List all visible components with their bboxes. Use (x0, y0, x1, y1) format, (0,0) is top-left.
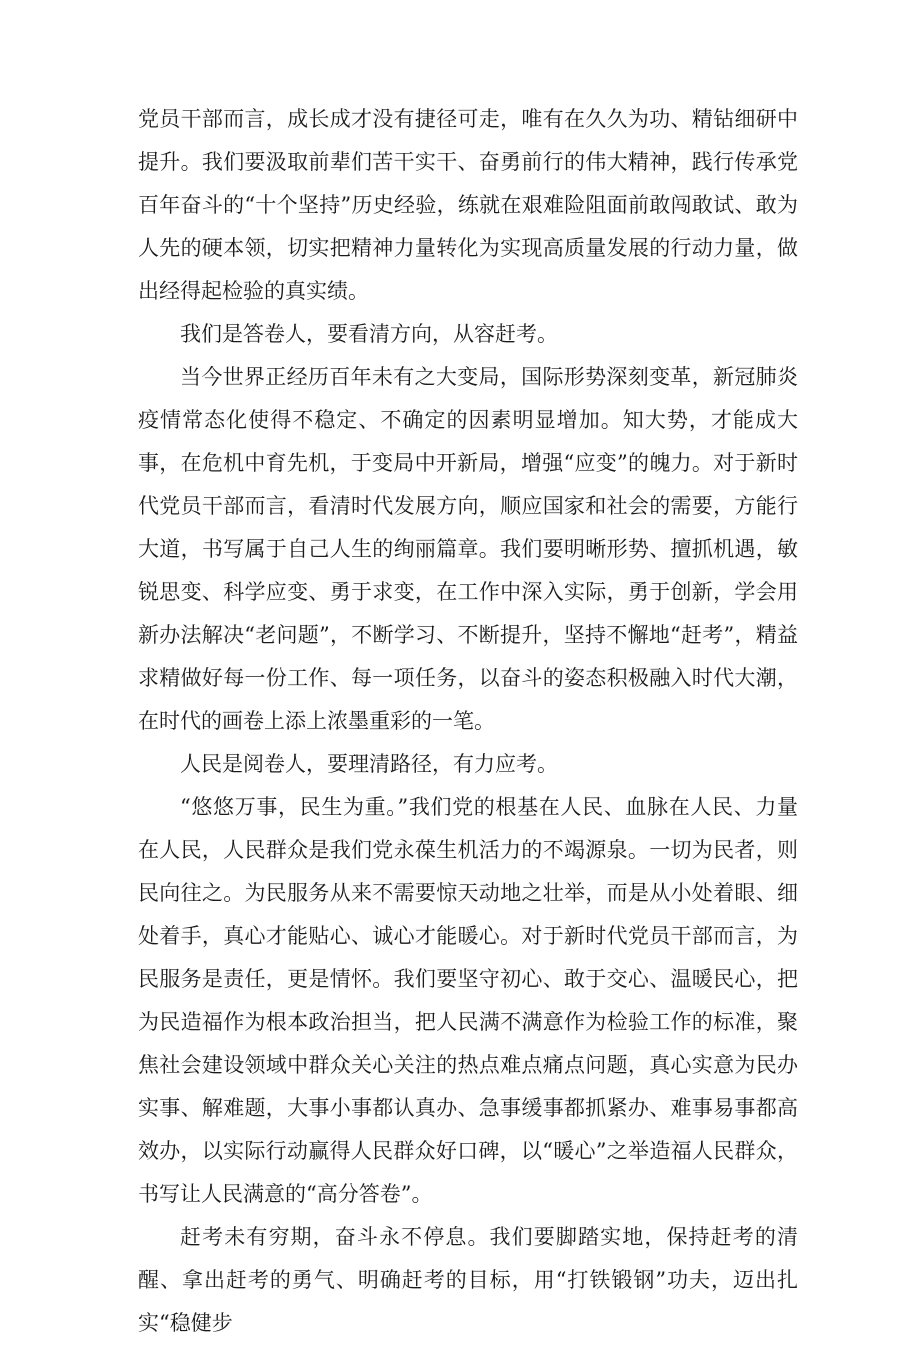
section-heading-answerer: 我们是答卷人，要看清方向，从容赶考。 (180, 322, 558, 346)
paragraph-continuation: 党员干部而言，成长成才没有捷径可走，唯有在久久为功、精钻细研中提升。我们要汲取前辈们苦干实干、奋勇前行的伟大精神，践行传承党百年奋斗的“十个坚持”历史经验，练就在艰难险阻面前敢闯敢试、敢为人先的硬本领，切实把精神力量转化为实现高质量发展的行动力量，做出经得起检验的真实绩。 (138, 107, 798, 303)
section-heading-grader: 人民是阅卷人，要理清路径，有力应考。 (180, 752, 558, 776)
paragraph-changing-world: 当今世界正经历百年未有之大变局，国际形势深刻变革，新冠肺炎疫情常态化使得不稳定、不确定的因素明显增加。知大势，才能成大事，在危机中育先机，于变局中开新局，增强“应变”的魄力。对于新时代党员干部而言，看清时代发展方向，顺应国家和社会的需要，方能行大道，书写属于自己人生的绚丽篇章。我们要明晰形势、擅抓机遇，敏锐思变、科学应变、勇于求变，在工作中深入实际，勇于创新，学会用新办法解决“老问题”，不断学习、不断提升，坚持不懈地“赶考”，精益求精做好每一份工作、每一项任务，以奋斗的姿态积极融入时代大潮，在时代的画卷上添上浓墨重彩的一笔。 (138, 365, 798, 733)
document-body (138, 98, 798, 1345)
paragraph-people-livelihood: “悠悠万事，民生为重。”我们党的根基在人民、血脉在人民、力量在人民，人民群众是我们党永葆生机活力的不竭源泉。一切为民者，则民向往之。为民服务从来不需要惊天动地之壮举，而是从小处着眼、细处着手，真心才能贴心、诚心才能暖心。对于新时代党员干部而言，为民服务是责任，更是情怀。我们要坚守初心、敢于交心、温暖民心，把为民造福作为根本政治担当，把人民满不满意作为检验工作的标准，聚焦社会建设领域中群众关心关注的热点难点痛点问题，真心实意为民办实事、解难题，大事小事都认真办、急事缓事都抓紧办、难事易事都高效办，以实际行动赢得人民群众好口碑，以“暖心”之举造福人民群众，书写让人民满意的“高分答卷”。 (138, 795, 798, 1206)
paragraph-closing: 赶考未有穷期，奋斗永不停息。我们要脚踏实地，保持赶考的清醒、拿出赶考的勇气、明确赶考的目标，用“打铁锻钢”功夫，迈出扎实“稳健步 (138, 1225, 798, 1335)
